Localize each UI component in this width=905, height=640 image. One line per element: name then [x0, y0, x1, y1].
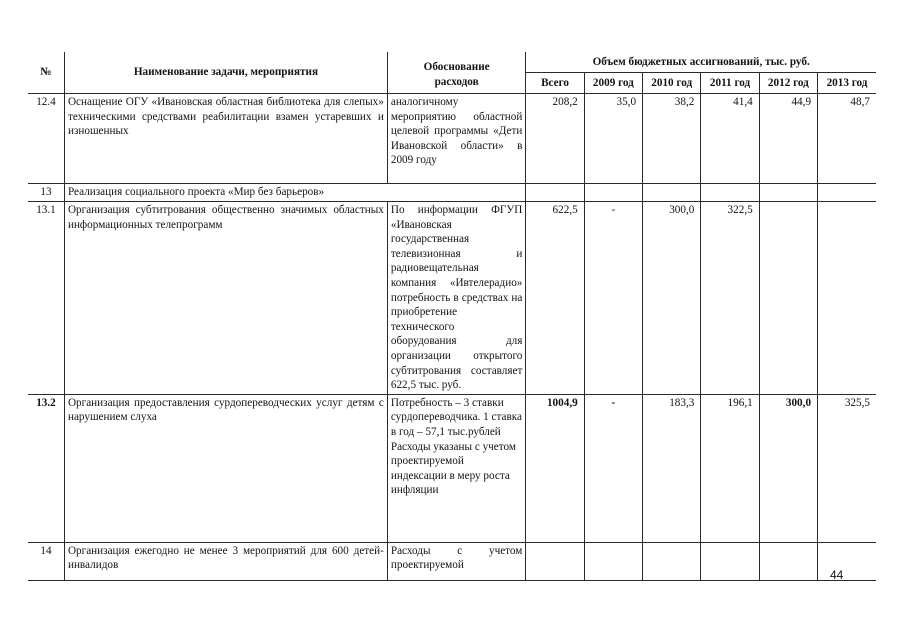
row-basis: По информации ФГУП «Ивановская государственная телевизионная и радиовещательная компания «Ивтелерадио» потребность в средствах на приобретение технического оборудования для организации открытого субтитрования составляет 622,5 тыс. руб.: [387, 202, 526, 395]
value-2010: [643, 542, 701, 580]
value-2012: [759, 542, 817, 580]
value-2011: 41,4: [701, 94, 759, 184]
value-2013: [818, 202, 876, 395]
value-2013: 48,7: [818, 94, 876, 184]
header-basis-line2: расходов: [434, 76, 479, 88]
header-row: [28, 52, 876, 73]
value-2012: 300,0: [759, 394, 817, 542]
header-budget: Объем бюджетных ассигнований, тыс. руб.: [526, 52, 876, 73]
value-total: 208,2: [526, 94, 584, 184]
header-year-2010: 2010 год: [643, 73, 701, 94]
page-number: 44: [830, 568, 844, 582]
value-2009: 35,0: [584, 94, 642, 184]
header-year-2009: 2009 год: [584, 73, 642, 94]
row-number: 13.2: [28, 394, 64, 542]
value-2012: 44,9: [759, 94, 817, 184]
value-2010: 183,3: [643, 394, 701, 542]
value-2013: 325,5: [818, 394, 876, 542]
value-2012: [759, 202, 817, 395]
header-year-2011: 2011 год: [701, 73, 759, 94]
header-name: Наименование задачи, мероприятия: [64, 52, 387, 94]
header-basis: [387, 52, 526, 94]
header-no: №: [28, 52, 64, 94]
row-name: Оснащение ОГУ «Ивановская областная библиотека для слепых» техническими средствами реабилитации взамен устаревших и изношенных: [64, 94, 387, 184]
value-2010: 300,0: [643, 202, 701, 395]
table-row: [28, 94, 876, 184]
value-total: 1004,9: [526, 394, 584, 542]
value-2011: 196,1: [701, 394, 759, 542]
row-name: Организация ежегодно не менее 3 мероприятий для 600 детей-инвалидов: [64, 542, 387, 580]
value-2010: 38,2: [643, 94, 701, 184]
row-name: Реализация социального проекта «Мир без барьеров»: [64, 184, 525, 202]
value-2011: 322,5: [701, 202, 759, 395]
row-basis: Потребность – 3 ставки сурдопереводчика. 1 ставка в год – 57,1 тыс.рублей Расходы указаны с учетом проектируемой индексации в меру роста инфляции: [387, 394, 526, 542]
header-year-2012: 2012 год: [759, 73, 817, 94]
row-name: Организация предоставления сурдопереводческих услуг детям с нарушением слуха: [64, 394, 387, 542]
header-year-total: Всего: [526, 73, 584, 94]
header-year-2013: 2013 год: [818, 73, 876, 94]
value-total: 622,5: [526, 202, 584, 395]
budget-table: [28, 52, 876, 581]
table-row: [28, 202, 876, 395]
header-basis-line1: Обоснование: [423, 61, 490, 74]
value-2009: -: [584, 394, 642, 542]
value-total: [526, 542, 584, 580]
row-number: 12.4: [28, 94, 64, 184]
row-number: 13.1: [28, 202, 64, 395]
row-name: Организация субтитрования общественно значимых областных информационных телепрограмм: [64, 202, 387, 395]
value-2009: -: [584, 202, 642, 395]
value-2011: [701, 542, 759, 580]
table-row: [28, 542, 876, 580]
value-2013: [818, 542, 876, 580]
value-2009: [584, 542, 642, 580]
table-row: [28, 394, 876, 542]
row-number: 14: [28, 542, 64, 580]
row-basis: Расходы с учетом проектируемой: [387, 542, 526, 580]
table-row: [28, 184, 876, 202]
row-basis: аналогичному мероприятию областной целевой программы «Дети Ивановской области» в 2009 году: [387, 94, 526, 184]
row-number: 13: [28, 184, 64, 202]
